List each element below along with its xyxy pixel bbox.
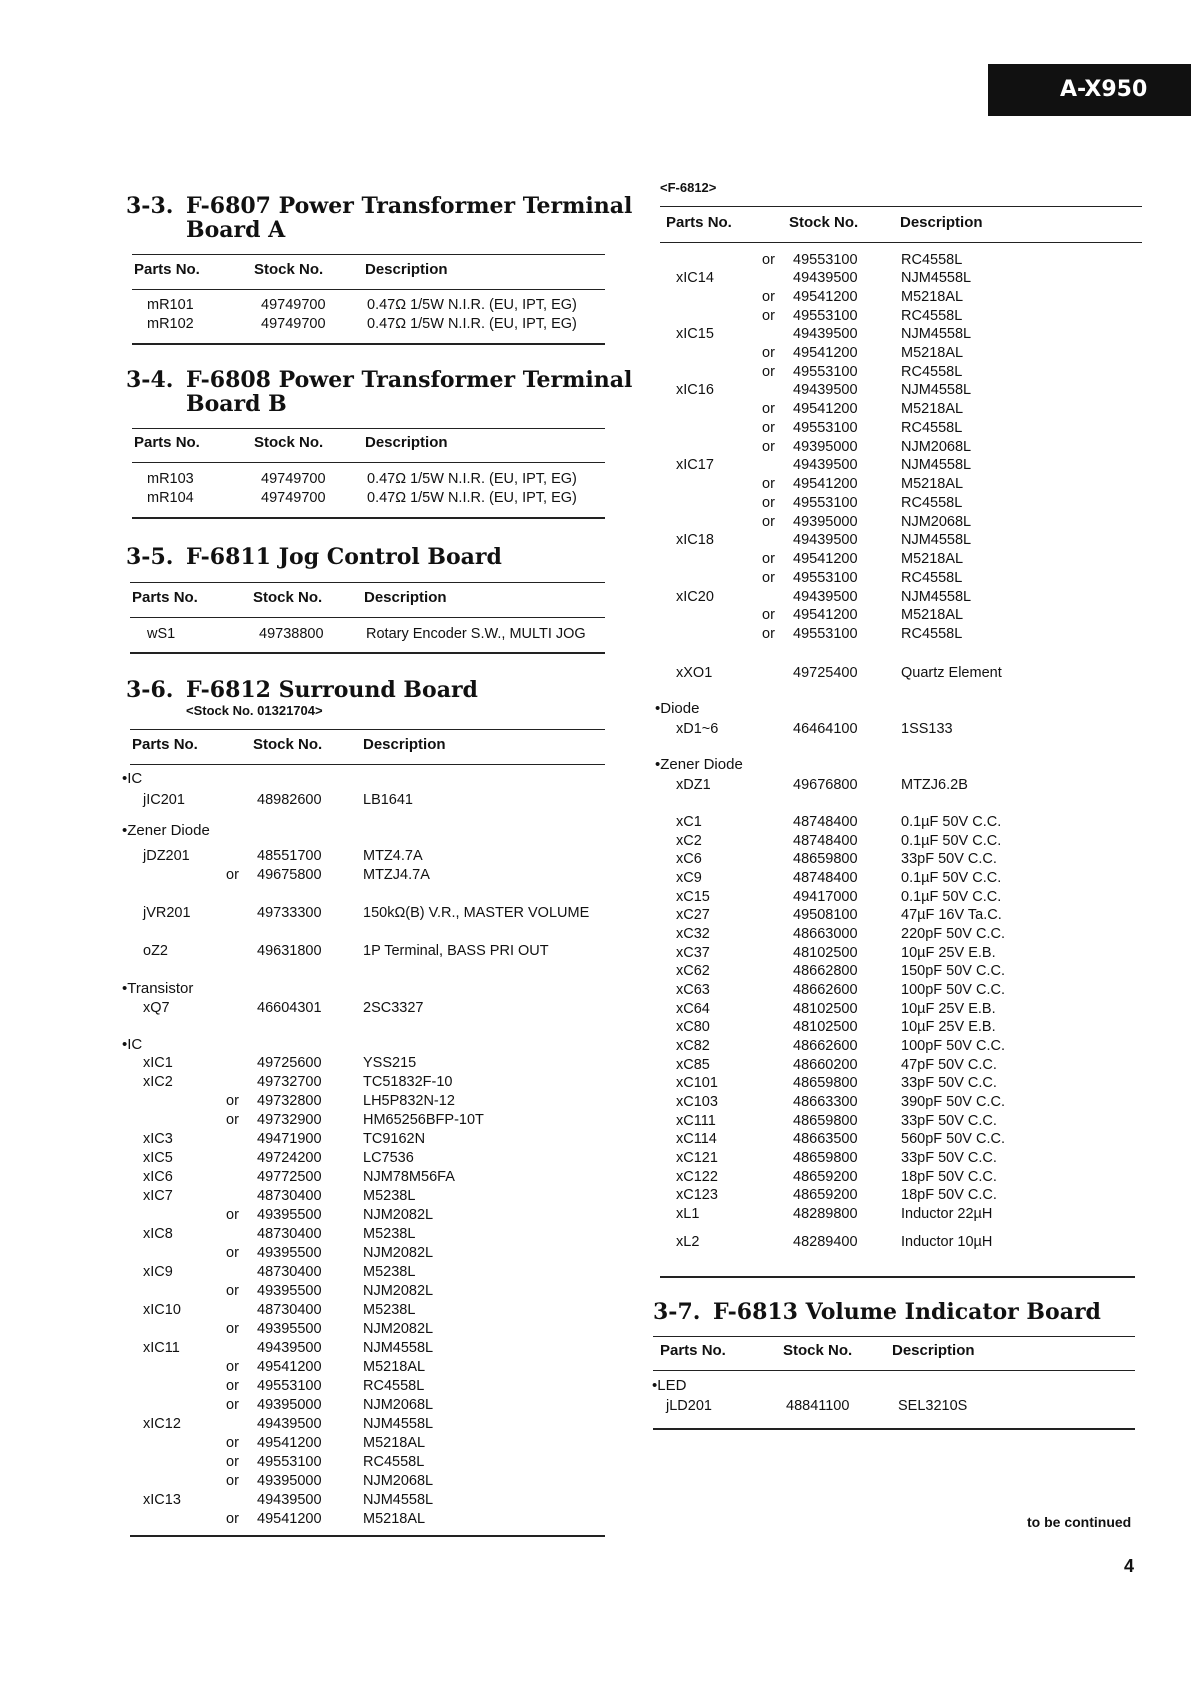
part-description: LB1641 bbox=[363, 792, 413, 808]
part-description: Rotary Encoder S.W., MULTI JOG bbox=[366, 626, 586, 642]
group-label: •Diode bbox=[655, 700, 700, 717]
stock-number: 49553100 bbox=[793, 364, 858, 380]
stock-number: 49725400 bbox=[793, 665, 858, 681]
part-description: 0.1µF 50V C.C. bbox=[901, 889, 1002, 905]
stock-number: 48659200 bbox=[793, 1169, 858, 1185]
stock-number: 49738800 bbox=[259, 626, 324, 642]
part-number: xC85 bbox=[676, 1057, 710, 1073]
part-description: NJM4558L bbox=[901, 589, 972, 605]
part-description: NJM4558L bbox=[363, 1340, 434, 1356]
alternate-marker: or bbox=[762, 345, 775, 361]
stock-number: 49732900 bbox=[257, 1112, 322, 1128]
part-number: xQ7 bbox=[143, 1000, 170, 1016]
part-description: 10µF 25V E.B. bbox=[901, 1001, 996, 1017]
section-title: F-6813 Volume Indicator Board bbox=[713, 1299, 1101, 1325]
part-number: xC62 bbox=[676, 963, 710, 979]
part-description: 150pF 50V C.C. bbox=[901, 963, 1005, 979]
col-desc: Description bbox=[900, 214, 983, 231]
stock-number: 49439500 bbox=[793, 589, 858, 605]
part-description: MTZJ4.7A bbox=[363, 867, 430, 883]
part-number: xIC7 bbox=[143, 1188, 173, 1204]
stock-number: 48748400 bbox=[793, 833, 858, 849]
part-description: YSS215 bbox=[363, 1055, 417, 1071]
stock-number: 48659200 bbox=[793, 1187, 858, 1203]
part-description: 1P Terminal, BASS PRI OUT bbox=[363, 943, 549, 959]
col-parts: Parts No. bbox=[134, 434, 200, 451]
stock-number: 48289800 bbox=[793, 1206, 858, 1222]
stock-number: 49749700 bbox=[261, 297, 326, 313]
section-3-7-heading bbox=[653, 1300, 1101, 1324]
part-description: LC7536 bbox=[363, 1150, 414, 1166]
alternate-marker: or bbox=[762, 364, 775, 380]
part-number: xIC6 bbox=[143, 1169, 173, 1185]
stock-number: 48660200 bbox=[793, 1057, 858, 1073]
part-number: xIC14 bbox=[676, 270, 714, 286]
section-number: 3-7. bbox=[653, 1299, 701, 1325]
part-description: NJM2068L bbox=[901, 439, 972, 455]
stock-number: 49439500 bbox=[793, 326, 858, 342]
part-description: 33pF 50V C.C. bbox=[901, 1150, 997, 1166]
stock-number: 48659800 bbox=[793, 1150, 858, 1166]
part-number: xC32 bbox=[676, 926, 710, 942]
alternate-marker: or bbox=[762, 439, 775, 455]
part-description: 100pF 50V C.C. bbox=[901, 1038, 1005, 1054]
stock-number: 49541200 bbox=[793, 607, 858, 623]
stock-number: 49471900 bbox=[257, 1131, 322, 1147]
stock-number: 48730400 bbox=[257, 1264, 322, 1280]
part-number: xIC9 bbox=[143, 1264, 173, 1280]
alternate-marker: or bbox=[226, 1397, 239, 1413]
section-3-6-heading bbox=[126, 678, 478, 702]
part-number: xD1~6 bbox=[676, 721, 719, 737]
alternate-marker: or bbox=[226, 1283, 239, 1299]
part-number: xIC8 bbox=[143, 1226, 173, 1242]
part-description: 47pF 50V C.C. bbox=[901, 1057, 997, 1073]
part-number: xC101 bbox=[676, 1075, 718, 1091]
part-description: M5238L bbox=[363, 1226, 416, 1242]
part-number: jLD201 bbox=[666, 1398, 712, 1414]
part-description: MTZ4.7A bbox=[363, 848, 423, 864]
stock-number: 49439500 bbox=[793, 532, 858, 548]
alternate-marker: or bbox=[226, 1093, 239, 1109]
stock-number: 49508100 bbox=[793, 907, 858, 923]
part-description: 47µF 16V Ta.C. bbox=[901, 907, 1002, 923]
group-label: •Transistor bbox=[122, 980, 194, 997]
alternate-marker: or bbox=[762, 551, 775, 567]
section-number: 3-3. bbox=[126, 193, 174, 219]
part-number: xC63 bbox=[676, 982, 710, 998]
part-description: 150kΩ(B) V.R., MASTER VOLUME bbox=[363, 905, 590, 921]
stock-number: 49395500 bbox=[257, 1283, 322, 1299]
part-description: 18pF 50V C.C. bbox=[901, 1169, 997, 1185]
part-description: 0.1µF 50V C.C. bbox=[901, 833, 1002, 849]
stock-number: 48102500 bbox=[793, 1019, 858, 1035]
stock-number: 49749700 bbox=[261, 471, 326, 487]
part-number: xC2 bbox=[676, 833, 702, 849]
col-desc: Description bbox=[892, 1342, 975, 1359]
part-description: 33pF 50V C.C. bbox=[901, 1113, 997, 1129]
part-number: xC111 bbox=[676, 1113, 716, 1129]
part-description: 33pF 50V C.C. bbox=[901, 1075, 997, 1091]
part-number: jDZ201 bbox=[143, 848, 190, 864]
part-number: xL1 bbox=[676, 1206, 700, 1222]
part-description: 100pF 50V C.C. bbox=[901, 982, 1005, 998]
alternate-marker: or bbox=[226, 1245, 239, 1261]
col-stock: Stock No. bbox=[783, 1342, 853, 1359]
alternate-marker: or bbox=[762, 401, 775, 417]
stock-number: 49541200 bbox=[793, 476, 858, 492]
col-stock: Stock No. bbox=[254, 434, 324, 451]
part-number: xC27 bbox=[676, 907, 710, 923]
stock-number: 48662600 bbox=[793, 982, 858, 998]
part-description: 390pF 50V C.C. bbox=[901, 1094, 1005, 1110]
alternate-marker: or bbox=[226, 1435, 239, 1451]
part-number: xC64 bbox=[676, 1001, 710, 1017]
section-title: F-6807 Power Transformer Terminal bbox=[186, 193, 633, 219]
group-label: •IC bbox=[122, 770, 143, 787]
part-description: NJM2068L bbox=[901, 514, 972, 530]
alternate-marker: or bbox=[762, 607, 775, 623]
part-number: xIC2 bbox=[143, 1074, 173, 1090]
alternate-marker: or bbox=[762, 289, 775, 305]
stock-number: 48662800 bbox=[793, 963, 858, 979]
stock-number: 48730400 bbox=[257, 1188, 322, 1204]
stock-number: 49553100 bbox=[257, 1454, 322, 1470]
part-number: xXO1 bbox=[676, 665, 713, 681]
part-number: xIC12 bbox=[143, 1416, 181, 1432]
stock-number: 48659800 bbox=[793, 851, 858, 867]
part-number: xIC13 bbox=[143, 1492, 181, 1508]
stock-number: 49439500 bbox=[793, 382, 858, 398]
stock-number: 49395500 bbox=[257, 1321, 322, 1337]
part-description: RC4558L bbox=[363, 1454, 425, 1470]
col-desc: Description bbox=[364, 589, 447, 606]
group-label: •Zener Diode bbox=[655, 756, 743, 773]
part-description: NJM2082L bbox=[363, 1283, 434, 1299]
col-stock: Stock No. bbox=[254, 261, 324, 278]
part-description: 2SC3327 bbox=[363, 1000, 424, 1016]
stock-number: 49553100 bbox=[793, 252, 858, 268]
stock-number: 49553100 bbox=[793, 495, 858, 511]
part-number: xIC5 bbox=[143, 1150, 173, 1166]
stock-number: 49541200 bbox=[793, 551, 858, 567]
stock-number: 46464100 bbox=[793, 721, 858, 737]
stock-number: 46604301 bbox=[257, 1000, 322, 1016]
part-number: xIC18 bbox=[676, 532, 714, 548]
part-number: mR103 bbox=[147, 471, 194, 487]
section-title: F-6812 Surround Board bbox=[186, 677, 478, 703]
part-description: M5218AL bbox=[901, 401, 964, 417]
part-number: mR101 bbox=[147, 297, 194, 313]
part-description: M5238L bbox=[363, 1264, 416, 1280]
part-description: Inductor 10µH bbox=[901, 1234, 993, 1250]
part-number: xC15 bbox=[676, 889, 710, 905]
part-description: NJM4558L bbox=[901, 326, 972, 342]
section-3-5-heading bbox=[126, 545, 502, 569]
part-description: NJM4558L bbox=[363, 1492, 434, 1508]
stock-number: 48663300 bbox=[793, 1094, 858, 1110]
stock-number: 49553100 bbox=[793, 308, 858, 324]
part-description: 0.47Ω 1/5W N.I.R. (EU, IPT, EG) bbox=[367, 471, 577, 487]
part-description: M5238L bbox=[363, 1188, 416, 1204]
section-title-line2: Board A bbox=[186, 217, 286, 243]
stock-number: 49676800 bbox=[793, 777, 858, 793]
alternate-marker: or bbox=[762, 420, 775, 436]
part-number: jIC201 bbox=[143, 792, 185, 808]
part-number: xC121 bbox=[676, 1150, 718, 1166]
stock-number: 49395500 bbox=[257, 1207, 322, 1223]
stock-number: 48730400 bbox=[257, 1302, 322, 1318]
part-description: LH5P832N-12 bbox=[363, 1093, 455, 1109]
stock-number: 49553100 bbox=[257, 1378, 322, 1394]
alternate-marker: or bbox=[226, 1511, 239, 1527]
col-parts: Parts No. bbox=[132, 589, 198, 606]
stock-number: 49541200 bbox=[257, 1511, 322, 1527]
stock-number: 49749700 bbox=[261, 316, 326, 332]
part-number: xC1 bbox=[676, 814, 702, 830]
part-number: wS1 bbox=[147, 626, 176, 642]
stock-number: 48662600 bbox=[793, 1038, 858, 1054]
alternate-marker: or bbox=[762, 570, 775, 586]
part-number: xIC16 bbox=[676, 382, 714, 398]
part-description: NJM2082L bbox=[363, 1207, 434, 1223]
part-description: M5218AL bbox=[901, 476, 964, 492]
stock-number: 49733300 bbox=[257, 905, 322, 921]
part-description: M5218AL bbox=[363, 1359, 426, 1375]
part-description: RC4558L bbox=[901, 495, 963, 511]
part-number: xIC17 bbox=[676, 457, 714, 473]
group-label: •Zener Diode bbox=[122, 822, 210, 839]
part-number: mR104 bbox=[147, 490, 194, 506]
part-description: NJM4558L bbox=[901, 382, 972, 398]
model-tag: A-X950 bbox=[988, 64, 1191, 116]
section-number: 3-5. bbox=[126, 544, 174, 570]
continuation-label: <F-6812> bbox=[660, 180, 717, 195]
part-description: Inductor 22µH bbox=[901, 1206, 993, 1222]
part-number: xC9 bbox=[676, 870, 702, 886]
part-number: xIC20 bbox=[676, 589, 714, 605]
col-stock: Stock No. bbox=[789, 214, 859, 231]
section-title-line2: Board B bbox=[186, 391, 287, 417]
col-desc: Description bbox=[363, 736, 446, 753]
alternate-marker: or bbox=[226, 1378, 239, 1394]
stock-number: 49725600 bbox=[257, 1055, 322, 1071]
part-description: M5218AL bbox=[901, 551, 964, 567]
stock-number: 49541200 bbox=[793, 401, 858, 417]
part-description: SEL3210S bbox=[898, 1398, 968, 1414]
part-number: xC82 bbox=[676, 1038, 710, 1054]
stock-number: 49417000 bbox=[793, 889, 858, 905]
section-3-3-heading bbox=[126, 194, 632, 242]
alternate-marker: or bbox=[762, 514, 775, 530]
part-number: xDZ1 bbox=[676, 777, 711, 793]
stock-number: 49439500 bbox=[257, 1340, 322, 1356]
alternate-marker: or bbox=[226, 1112, 239, 1128]
stock-number: 48663500 bbox=[793, 1131, 858, 1147]
part-description: 0.1µF 50V C.C. bbox=[901, 870, 1002, 886]
part-description: RC4558L bbox=[901, 626, 963, 642]
part-description: 10µF 25V E.B. bbox=[901, 945, 996, 961]
part-number: xC123 bbox=[676, 1187, 718, 1203]
part-description: 220pF 50V C.C. bbox=[901, 926, 1005, 942]
stock-number: 49675800 bbox=[257, 867, 322, 883]
stock-number: 49541200 bbox=[793, 289, 858, 305]
stock-number: 49439500 bbox=[793, 457, 858, 473]
stock-number: 49439500 bbox=[257, 1416, 322, 1432]
part-number: jVR201 bbox=[143, 905, 191, 921]
stock-number: 49724200 bbox=[257, 1150, 322, 1166]
part-description: NJM2068L bbox=[363, 1473, 434, 1489]
stock-number: 48841100 bbox=[786, 1398, 850, 1414]
page-number: 4 bbox=[1124, 1556, 1135, 1576]
stock-number: 48289400 bbox=[793, 1234, 858, 1250]
part-description: TC51832F-10 bbox=[363, 1074, 453, 1090]
part-description: M5218AL bbox=[901, 289, 964, 305]
part-description: M5218AL bbox=[901, 345, 964, 361]
part-number: xIC15 bbox=[676, 326, 714, 342]
stock-number: 48748400 bbox=[793, 870, 858, 886]
stock-number: 49395500 bbox=[257, 1245, 322, 1261]
section-number: 3-4. bbox=[126, 367, 174, 393]
part-description: NJM4558L bbox=[363, 1416, 434, 1432]
stock-number: 49541200 bbox=[793, 345, 858, 361]
part-number: xC122 bbox=[676, 1169, 718, 1185]
part-description: Quartz Element bbox=[901, 665, 1002, 681]
stock-number: 49541200 bbox=[257, 1435, 322, 1451]
part-description: 560pF 50V C.C. bbox=[901, 1131, 1005, 1147]
stock-number: 49395000 bbox=[257, 1397, 322, 1413]
stock-number-note: <Stock No. 01321704> bbox=[186, 703, 323, 718]
stock-number: 48748400 bbox=[793, 814, 858, 830]
alternate-marker: or bbox=[226, 1207, 239, 1223]
part-number: xC80 bbox=[676, 1019, 710, 1035]
part-description: M5238L bbox=[363, 1302, 416, 1318]
stock-number: 49772500 bbox=[257, 1169, 322, 1185]
to-be-continued: to be continued bbox=[1027, 1514, 1132, 1530]
section-3-4-heading bbox=[126, 368, 632, 416]
col-parts: Parts No. bbox=[132, 736, 198, 753]
stock-number: 48551700 bbox=[257, 848, 322, 864]
part-number: xC37 bbox=[676, 945, 710, 961]
stock-number: 49395000 bbox=[793, 439, 858, 455]
section-title: F-6808 Power Transformer Terminal bbox=[186, 367, 633, 393]
part-description: 0.47Ω 1/5W N.I.R. (EU, IPT, EG) bbox=[367, 297, 577, 313]
part-description: NJM4558L bbox=[901, 270, 972, 286]
stock-number: 49732800 bbox=[257, 1093, 322, 1109]
stock-number: 49395000 bbox=[257, 1473, 322, 1489]
stock-number: 48730400 bbox=[257, 1226, 322, 1242]
part-description: 0.47Ω 1/5W N.I.R. (EU, IPT, EG) bbox=[367, 316, 577, 332]
stock-number: 49553100 bbox=[793, 570, 858, 586]
alternate-marker: or bbox=[762, 252, 775, 268]
part-description: 0.1µF 50V C.C. bbox=[901, 814, 1002, 830]
stock-number: 48659800 bbox=[793, 1075, 858, 1091]
section-title: F-6811 Jog Control Board bbox=[186, 544, 502, 570]
part-description: RC4558L bbox=[901, 570, 963, 586]
part-number: xIC1 bbox=[143, 1055, 173, 1071]
alternate-marker: or bbox=[762, 626, 775, 642]
alternate-marker: or bbox=[226, 1321, 239, 1337]
part-description: RC4558L bbox=[901, 420, 963, 436]
part-description: NJM2082L bbox=[363, 1321, 434, 1337]
col-parts: Parts No. bbox=[666, 214, 732, 231]
col-stock: Stock No. bbox=[253, 589, 323, 606]
alternate-marker: or bbox=[762, 308, 775, 324]
part-number: xC114 bbox=[676, 1131, 717, 1147]
stock-number: 49749700 bbox=[261, 490, 326, 506]
alternate-marker: or bbox=[762, 476, 775, 492]
part-number: xIC11 bbox=[143, 1340, 180, 1356]
col-parts: Parts No. bbox=[660, 1342, 726, 1359]
part-description: RC4558L bbox=[901, 364, 963, 380]
part-description: HM65256BFP-10T bbox=[363, 1112, 484, 1128]
stock-number: 48982600 bbox=[257, 792, 322, 808]
stock-number: 49732700 bbox=[257, 1074, 322, 1090]
part-description: 10µF 25V E.B. bbox=[901, 1019, 996, 1035]
alternate-marker: or bbox=[226, 1359, 239, 1375]
part-description: NJM2068L bbox=[363, 1397, 434, 1413]
part-description: 18pF 50V C.C. bbox=[901, 1187, 997, 1203]
part-number: xC6 bbox=[676, 851, 702, 867]
part-description: NJM4558L bbox=[901, 457, 972, 473]
part-description: MTZJ6.2B bbox=[901, 777, 968, 793]
part-description: RC4558L bbox=[363, 1378, 425, 1394]
section-number: 3-6. bbox=[126, 677, 174, 703]
stock-number: 49541200 bbox=[257, 1359, 322, 1375]
part-description: 0.47Ω 1/5W N.I.R. (EU, IPT, EG) bbox=[367, 490, 577, 506]
col-desc: Description bbox=[365, 434, 448, 451]
part-description: NJM78M56FA bbox=[363, 1169, 455, 1185]
stock-number: 48102500 bbox=[793, 945, 858, 961]
stock-number: 49553100 bbox=[793, 626, 858, 642]
alternate-marker: or bbox=[226, 867, 239, 883]
stock-number: 48659800 bbox=[793, 1113, 858, 1129]
part-description: RC4558L bbox=[901, 308, 963, 324]
part-number: xIC10 bbox=[143, 1302, 181, 1318]
part-number: mR102 bbox=[147, 316, 194, 332]
part-description: M5218AL bbox=[363, 1435, 426, 1451]
stock-number: 49439500 bbox=[257, 1492, 322, 1508]
alternate-marker: or bbox=[762, 495, 775, 511]
group-label: •LED bbox=[652, 1377, 687, 1394]
col-desc: Description bbox=[365, 261, 448, 278]
part-description: TC9162N bbox=[363, 1131, 426, 1147]
part-description: NJM4558L bbox=[901, 532, 972, 548]
stock-number: 48102500 bbox=[793, 1001, 858, 1017]
stock-number: 49395000 bbox=[793, 514, 858, 530]
part-description: 1SS133 bbox=[901, 721, 953, 737]
stock-number: 49631800 bbox=[257, 943, 322, 959]
part-description: 33pF 50V C.C. bbox=[901, 851, 997, 867]
stock-number: 49553100 bbox=[793, 420, 858, 436]
part-description: RC4558L bbox=[901, 252, 963, 268]
part-number: xL2 bbox=[676, 1234, 700, 1250]
part-description: NJM2082L bbox=[363, 1245, 434, 1261]
stock-number: 49439500 bbox=[793, 270, 858, 286]
col-parts: Parts No. bbox=[134, 261, 200, 278]
alternate-marker: or bbox=[226, 1473, 239, 1489]
col-stock: Stock No. bbox=[253, 736, 323, 753]
part-number: xIC3 bbox=[143, 1131, 173, 1147]
alternate-marker: or bbox=[226, 1454, 239, 1470]
part-number: oZ2 bbox=[143, 943, 168, 959]
group-label: •IC bbox=[122, 1036, 143, 1053]
part-number: xC103 bbox=[676, 1094, 718, 1110]
part-description: M5218AL bbox=[363, 1511, 426, 1527]
stock-number: 48663000 bbox=[793, 926, 858, 942]
part-description: M5218AL bbox=[901, 607, 964, 623]
